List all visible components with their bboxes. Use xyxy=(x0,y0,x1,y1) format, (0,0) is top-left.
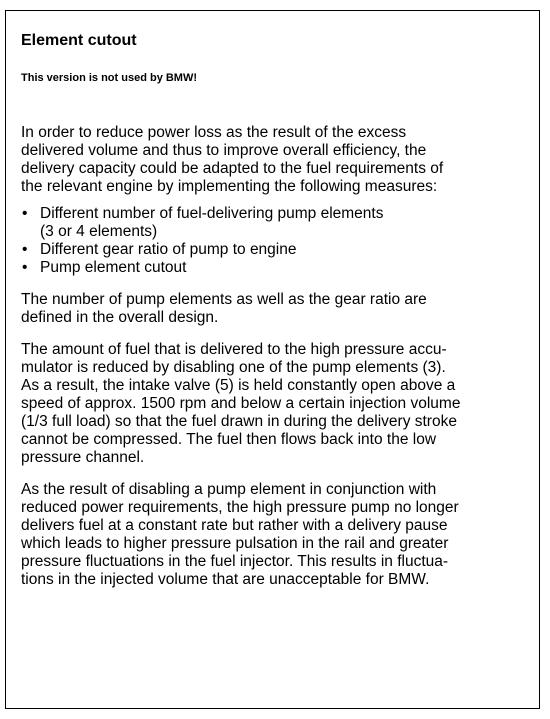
bmw-note: This version is not used by BMW! xyxy=(21,72,198,84)
text-line: cannot be compressed. The fuel then flows back into the low xyxy=(21,431,437,448)
list-item-text: Different gear ratio of pump to engine xyxy=(40,241,297,258)
text-line: mulator is reduced by disabling one of the pump elements (3). xyxy=(21,359,446,376)
text-line: which leads to higher pressure pulsation in the rail and greater xyxy=(21,535,449,552)
section-title: Element cutout xyxy=(21,32,137,49)
text-line: delivered volume and thus to improve overall efficiency, the xyxy=(21,142,427,159)
bullet-icon: • xyxy=(22,241,28,258)
intro-paragraph xyxy=(21,124,531,196)
bullet-icon: • xyxy=(22,259,28,276)
list-item xyxy=(21,259,531,277)
measures-list xyxy=(21,205,531,277)
list-item-text: Different number of fuel-delivering pump elements xyxy=(40,205,384,222)
text-line: tions in the injected volume that are unacceptable for BMW. xyxy=(21,571,430,588)
text-line: speed of approx. 1500 rpm and below a certain injection volume xyxy=(21,395,461,412)
text-line: the relevant engine by implementing the following measures: xyxy=(21,178,438,195)
text-line: reduced power requirements, the high pressure pump no longer xyxy=(21,499,459,516)
design-paragraph xyxy=(21,291,531,327)
pressure-pulsation-paragraph xyxy=(21,481,531,589)
text-line: As the result of disabling a pump element in conjunction with xyxy=(21,481,437,498)
text-line: (1/3 full load) so that the fuel drawn in during the delivery stroke xyxy=(21,413,457,430)
text-line: In order to reduce power loss as the result of the excess xyxy=(21,124,407,141)
text-line: pressure channel. xyxy=(21,449,145,466)
text-line: delivery capacity could be adapted to the fuel requirements of xyxy=(21,160,444,177)
text-line: delivers fuel at a constant rate but rather with a delivery pause xyxy=(21,517,448,534)
text-line: defined in the overall design. xyxy=(21,309,219,326)
document-content xyxy=(21,31,531,589)
list-item xyxy=(21,241,531,259)
list-item-text: Pump element cutout xyxy=(40,259,187,276)
text-line: pressure fluctuations in the fuel injector. This results in fluctua- xyxy=(21,553,449,570)
list-item-text: (3 or 4 elements) xyxy=(40,223,158,240)
text-line: The number of pump elements as well as the gear ratio are xyxy=(21,291,427,308)
bullet-icon: • xyxy=(22,205,28,222)
text-line: The amount of fuel that is delivered to the high pressure accu- xyxy=(21,341,447,358)
fuel-amount-paragraph xyxy=(21,341,531,467)
list-item xyxy=(21,205,531,241)
text-line: As a result, the intake valve (5) is held constantly open above a xyxy=(21,377,456,394)
